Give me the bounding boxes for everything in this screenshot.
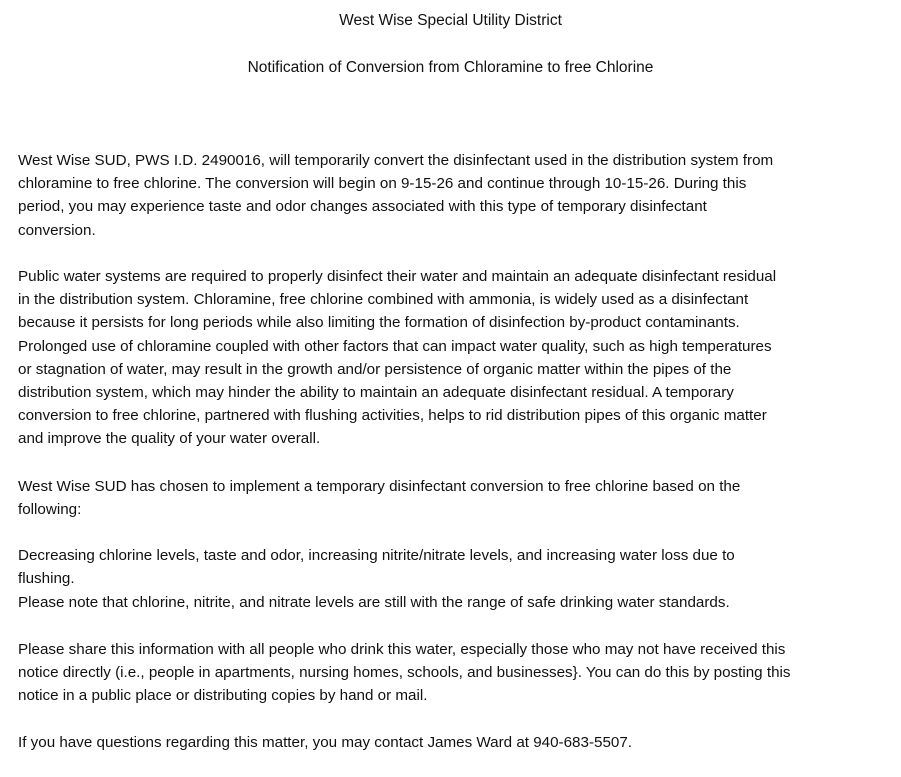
paragraph-share-info bbox=[18, 638, 890, 708]
text-line: distribution system, which may hinder the ability to maintain an adequate disinfectant residual. A temporary bbox=[18, 384, 734, 402]
text-line: West Wise SUD has chosen to implement a temporary disinfectant conversion to free chlorine based on the bbox=[18, 478, 741, 495]
text-line: West Wise SUD, PWS I.D. 2490016, will temporarily convert the disinfectant used in the distribution system from bbox=[18, 152, 774, 169]
text-line: Please note that chlorine, nitrite, and nitrate levels are still with the range of safe drinking water standards. bbox=[18, 594, 730, 611]
text-line: because it persists for long periods while also limiting the formation of disinfection by-product contaminants. bbox=[18, 314, 740, 332]
text-line: conversion to free chlorine, partnered with flushing activities, helps to rid distribution pipes of this organic matter bbox=[18, 407, 767, 425]
organization-title: West Wise Special Utility District bbox=[339, 12, 562, 29]
text-line: Please share this information with all people who drink this water, especially those who may not have received this bbox=[18, 641, 786, 658]
paragraph-conversion-dates bbox=[18, 149, 890, 242]
text-line: chloramine to free chlorine. The conversion will begin on 9-15-26 and continue through 10-15-26. During this bbox=[18, 175, 747, 193]
text-line: conversion. bbox=[18, 221, 96, 239]
paragraph-background bbox=[18, 265, 890, 451]
text-line: following: bbox=[18, 501, 82, 519]
text-line: period, you may experience taste and odor changes associated with this type of temporary disinfectant bbox=[18, 198, 707, 216]
paragraph-contact bbox=[18, 731, 890, 754]
paragraph-safety-note bbox=[18, 591, 890, 614]
text-line: Decreasing chlorine levels, taste and odor, increasing nitrite/nitrate levels, and increasing water loss due to bbox=[18, 547, 735, 564]
paragraph-reasons bbox=[18, 544, 890, 590]
text-line: and improve the quality of your water overall. bbox=[18, 430, 321, 448]
text-line: Prolonged use of chloramine coupled with other factors that can impact water quality, such as high temperatures bbox=[18, 337, 772, 355]
text-line: notice directly (i.e., people in apartments, nursing homes, schools, and businesses}. You can do this by posting this bbox=[18, 664, 791, 682]
text-line: flushing. bbox=[18, 570, 75, 588]
text-line: in the distribution system. Chloramine, free chlorine combined with ammonia, is widely used as a disinfectant bbox=[18, 291, 749, 309]
text-line: notice in a public place or distributing copies by hand or mail. bbox=[18, 687, 428, 705]
notice-subject: Notification of Conversion from Chloramine to free Chlorine bbox=[247, 59, 654, 76]
text-line: Public water systems are required to properly disinfect their water and maintain an adequate disinfectant residual bbox=[18, 268, 777, 285]
text-line: or stagnation of water, may result in the growth and/or persistence of organic matter within the pipes of the bbox=[18, 360, 732, 378]
text-line: If you have questions regarding this matter, you may contact James Ward at 940-683-5507. bbox=[18, 734, 633, 751]
paragraph-reason-intro bbox=[18, 475, 890, 521]
